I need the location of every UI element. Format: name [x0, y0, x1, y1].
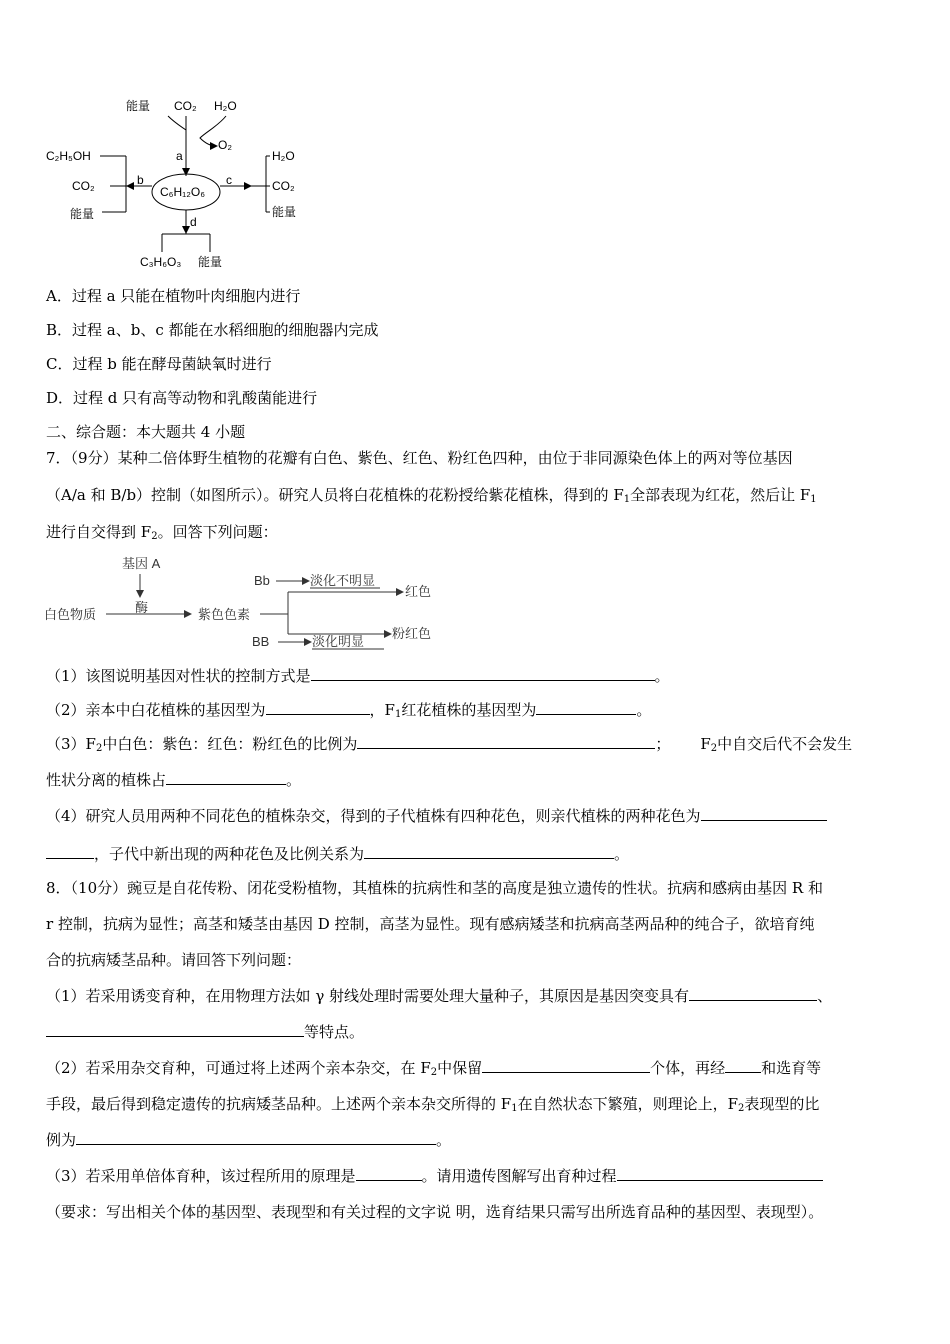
right-energy-label: 能量	[272, 205, 297, 219]
purple-pigment-label: 紫色色素	[198, 607, 251, 622]
answer-blank[interactable]	[364, 844, 614, 859]
answer-blank[interactable]	[357, 734, 655, 749]
white-substance-label: 白色物质	[44, 607, 97, 622]
q8-line-3: 合的抗病矮茎品种。请回答下列问题：	[46, 951, 302, 969]
answer-blank[interactable]	[536, 700, 636, 715]
answer-blank[interactable]	[166, 770, 286, 785]
option-b: B．过程 a、b、c 都能在水稻细胞的细胞器内完成	[46, 321, 379, 339]
red-label: 红色	[405, 584, 432, 599]
answer-blank[interactable]	[46, 1022, 304, 1037]
top-co2-label: CO₂	[174, 99, 197, 113]
pink-label: 粉红色	[392, 626, 432, 641]
process-a-label: a	[176, 149, 183, 163]
metabolism-diagram	[40, 92, 320, 277]
process-c-label: c	[226, 173, 232, 187]
process-b-label: b	[137, 173, 144, 187]
process-d-label: d	[190, 215, 197, 229]
answer-blank[interactable]	[356, 1166, 422, 1181]
q7-line-1: 7．（9分）某种二倍体野生植物的花瓣有白色、紫色、红色、粉红色四种，由位于非同源染色体上的两对等位基因	[46, 449, 793, 467]
option-d: D．过程 d 只有高等动物和乳酸菌能进行	[46, 389, 318, 407]
top-h2o-label: H₂O	[214, 99, 237, 113]
glucose-label: C₆H₁₂O₆	[160, 185, 206, 199]
right-co2-label: CO₂	[272, 179, 295, 193]
q8-part-2-cont2: 例为 。	[46, 1131, 452, 1149]
q8-part-1-cont: 等特点。	[46, 1022, 364, 1042]
bb-homozygous-label: BB	[252, 634, 270, 649]
weak-dilution-label: 淡化不明显	[310, 573, 376, 588]
q7-part-3: $(3)F_2$中白色：紫色：红色：粉红色的比例为 ； $F_2$中自交后代不会发生	[46, 735, 853, 754]
o2-label: O₂	[218, 138, 232, 152]
q7-part-3-cont: 性状分离的植株占 。	[46, 771, 302, 789]
section-2-title: 二、综合题：本大题共 4 小题	[46, 423, 246, 441]
left-energy-label: 能量	[70, 207, 95, 221]
q7-part-2: （2）亲本中白花植株的基因型为 ，$F_1$红花植株的基因型为 。	[46, 701, 652, 720]
answer-blank[interactable]	[617, 1166, 823, 1181]
bb-heterozygous-label: Bb	[254, 573, 270, 588]
q8-line-2: r 控制，抗病为显性；高茎和矮茎由基因 D 控制，高茎为显性。现有感病矮茎和抗病高茎两品种的纯合子，欲培育纯	[46, 915, 815, 933]
option-c: C．过程 b 能在酵母菌缺氧时进行	[46, 355, 272, 373]
q8-part-3: （3）若采用单倍体育种，该过程所用的原理是 。请用遗传图解写出育种过程	[46, 1166, 823, 1186]
q7-part-4-cont: ，子代中新出现的两种花色及比例关系为 。	[46, 844, 629, 864]
bottom-lactic-label: C₃H₆O₃	[140, 255, 182, 269]
left-co2-label: CO₂	[72, 179, 95, 193]
bottom-energy-label: 能量	[198, 255, 223, 269]
answer-blank[interactable]	[701, 806, 827, 821]
q7-line-3: 进行自交得到 $F_2$。回答下列问题：	[46, 523, 278, 542]
q8-part-2-cont: 手段，最后得到稳定遗传的抗病矮茎品种。上述两个亲本杂交所得的 $F_1$在自然状态下繁殖，则理论上，$F_2$表现型的比	[46, 1095, 820, 1114]
pigment-pathway-diagram	[40, 552, 460, 657]
gene-a-label: 基因 A	[122, 556, 161, 571]
q7-part-4: （4）研究人员用两种不同花色的植株杂交，得到的子代植株有四种花色，则亲代植株的两种花色为	[46, 806, 827, 826]
option-a: A．过程 a 只能在植物叶肉细胞内进行	[46, 287, 301, 305]
q8-part-1: （1）若采用诱变育种，在用物理方法如 γ 射线处理时需要处理大量种子，其原因是基因突变具有 、	[46, 987, 833, 1005]
answer-blank[interactable]	[482, 1058, 650, 1073]
answer-blank[interactable]	[76, 1130, 436, 1145]
enzyme-label: 酶	[135, 600, 149, 615]
left-ethanol-label: C₂H₅OH	[46, 149, 91, 163]
top-energy-label: 能量	[126, 99, 151, 113]
strong-dilution-label: 淡化明显	[312, 634, 365, 649]
q8-line-1: 8．（10分）豌豆是自花传粉、闭花受粉植物，其植株的抗病性和茎的高度是独立遗传的性状。抗病和感病由基因 R 和	[46, 879, 823, 897]
answer-blank[interactable]	[689, 986, 817, 1001]
q8-part-3-requirements: （要求：写出相关个体的基因型、表现型和有关过程的文字说 明，选育结果只需写出所选育品种的基因型、表现型）。	[46, 1203, 824, 1221]
answer-blank[interactable]	[725, 1058, 761, 1073]
answer-blank[interactable]	[266, 700, 370, 715]
q8-part-2: （2）若采用杂交育种，可通过将上述两个亲本杂交，在 $F_2$中保留 个体，再经 和选育等	[46, 1059, 822, 1078]
q7-part-1: （1）该图说明基因对性状的控制方式是 。	[46, 667, 670, 685]
q7-line-2: （A/a 和 B/b）控制（如图所示）。研究人员将白花植株的花粉授给紫花植株，得到的 $F_1$全部表现为红花，然后让 $F_1$	[46, 486, 817, 505]
answer-blank[interactable]	[311, 666, 655, 681]
right-h2o-label: H₂O	[272, 149, 295, 163]
answer-blank[interactable]	[46, 844, 94, 859]
